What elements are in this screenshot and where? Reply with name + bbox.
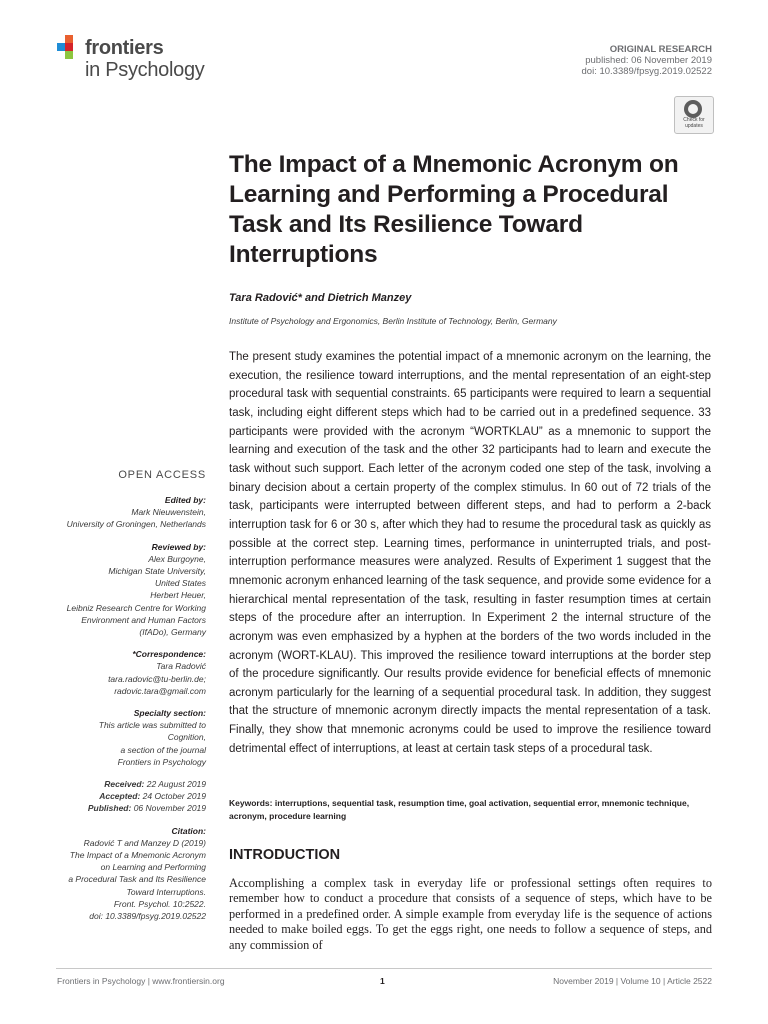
open-access-label: OPEN ACCESS bbox=[118, 469, 206, 481]
reviewer-line: (IfADo), Germany bbox=[139, 627, 206, 638]
specialty-line: a section of the journal bbox=[120, 744, 206, 755]
correspondence-label: *Correspondence: bbox=[132, 649, 206, 660]
frontiers-logo-icon bbox=[57, 35, 81, 59]
citation-line: Toward Interruptions. bbox=[126, 886, 206, 897]
footer-journal-link[interactable]: Frontiers in Psychology | www.frontiersin.org bbox=[57, 976, 225, 986]
citation-label: Citation: bbox=[171, 825, 206, 836]
footer-issue-info: November 2019 | Volume 10 | Article 2522 bbox=[553, 976, 712, 986]
correspondence-email[interactable]: radovic.tara@gmail.com bbox=[114, 685, 206, 696]
abstract-text: The present study examines the potential impact of a mnemonic acronym on the learning, the execution, the resilience toward interruptions, and the mental representation of an eight-step procedural task with sequential constraints. 65 participants were required to learn a sequential task, including eight different steps which had to be carried out in a predefined sequence. 33 participants were provided with the acronym “WORTKLAU” as a mnemonic to support the learning and execution of the task and the other 32 participants had to learn and execute the task without such support. Each letter of the acronym coded one step of the task, involving a binary decision about a certain property of the complex stimulus. In 60 out of 72 trials of the task, participants were interrupted between different steps, and had to perform a 2-back interruption task for 6 or 30 s, after which they had to resume the procedural task as quickly as possible at the correct step. Learning times, performance in uninterrupted trials, and post-interruption performance measures were analyzed. Results of Experiment 1 suggest that the mnemonic acronym enhanced learning of the task sequence, and provide some evidence for a hierarchical mental representation of the task, resulting in faster resumption times at certain steps of the procedure after an interruption. In Experiment 2 the internal structure of the acronym was even emphasized by a hyphen at the borders of the two words included in the acronym (WORT-KLAU). This improved the resilience toward interruptions at the border step of the procedure significantly. Our results provide evidence for beneficial effects of mnemonic acronym particularly for the learning of a sequential procedural task. In addition, they suggest that the structure of mnemonic acronym directly impacts the mental representation of a task. Finally, they show that mnemonic acronyms could be used to improve the resilience toward detrimental effect of interruptions, at least at certain task steps of a procedural task. bbox=[229, 351, 711, 755]
introduction-paragraph: Accomplishing a complex task in everyday life or professional settings often requires to remember how to conduct a procedure that consists of a sequence of steps, which have to be performed in a predefined order. A simple example from everyday life is the sequence of actions needed to make boiled eggs. To get the eggs right, one needs to follow a sequence of steps, and any commission of bbox=[229, 876, 712, 952]
citation-line: a Procedural Task and Its Resilience bbox=[68, 874, 206, 885]
footer-divider bbox=[56, 968, 712, 969]
correspondence-email[interactable]: tara.radovic@tu-berlin.de; bbox=[108, 673, 206, 684]
page-number: 1 bbox=[380, 976, 385, 986]
specialty-line: Frontiers in Psychology bbox=[117, 756, 206, 767]
reviewed-by-label: Reviewed by: bbox=[151, 541, 206, 552]
reviewer-line: Leibniz Research Centre for Working bbox=[66, 602, 206, 613]
check-for-updates-badge[interactable] bbox=[674, 96, 714, 134]
citation-line: Radović T and Manzey D (2019) bbox=[83, 837, 206, 848]
keywords-list: interruptions, sequential task, resumption time, goal activation, sequential error, mnemonic technique, acronym, procedure learning bbox=[229, 798, 690, 821]
reviewer-line: Alex Burgoyne, bbox=[148, 553, 206, 564]
correspondence-name: Tara Radović bbox=[156, 661, 206, 672]
article-type: ORIGINAL RESEARCH bbox=[609, 44, 712, 55]
article-meta-header bbox=[582, 44, 712, 77]
specialty-line: This article was submitted to bbox=[98, 720, 206, 731]
citation-line: The Impact of a Mnemonic Acronym bbox=[69, 850, 206, 861]
reviewer-line: Michigan State University, bbox=[108, 566, 206, 577]
editor-line: Mark Nieuwenstein, bbox=[131, 507, 206, 518]
reviewer-line: United States bbox=[154, 578, 206, 589]
editor-line: University of Groningen, Netherlands bbox=[66, 519, 206, 530]
published-date-sidebar: Published: 06 November 2019 bbox=[87, 803, 206, 814]
reviewer-line: Herbert Heuer, bbox=[150, 590, 206, 601]
keywords bbox=[229, 797, 711, 822]
specialty-section-label: Specialty section: bbox=[133, 708, 206, 719]
reviewer-line: Environment and Human Factors bbox=[81, 614, 206, 625]
citation-line: on Learning and Performing bbox=[100, 862, 206, 873]
accepted-date: Accepted: 24 October 2019 bbox=[99, 791, 206, 802]
article-authors: Tara Radović* and Dietrich Manzey bbox=[229, 292, 412, 304]
author-affiliation: Institute of Psychology and Ergonomics, Berlin Institute of Technology, Berlin, Germany bbox=[229, 316, 557, 326]
logo-brand: frontiers bbox=[85, 37, 164, 59]
keywords-label: Keywords: bbox=[229, 798, 273, 808]
article-title: The Impact of a Mnemonic Acronym on Learning and Performing a Procedural Task and Its Resilience Toward Interruptions bbox=[229, 151, 679, 268]
article-info-sidebar bbox=[40, 494, 206, 922]
specialty-line: Cognition, bbox=[167, 732, 206, 743]
check-updates-label: Check for updates bbox=[683, 117, 705, 129]
published-date: published: 06 November 2019 bbox=[585, 55, 712, 66]
received-date: Received: 22 August 2019 bbox=[104, 779, 206, 790]
check-updates-icon bbox=[684, 100, 702, 118]
section-heading-introduction: INTRODUCTION bbox=[229, 847, 341, 863]
citation-line: Front. Psychol. 10:2522. bbox=[113, 898, 206, 909]
logo-journal-name: in Psychology bbox=[85, 59, 205, 81]
journal-logo[interactable] bbox=[57, 33, 217, 83]
edited-by-label: Edited by: bbox=[164, 495, 206, 505]
citation-doi[interactable]: doi: 10.3389/fpsyg.2019.02522 bbox=[89, 911, 206, 922]
doi-link[interactable]: doi: 10.3389/fpsyg.2019.02522 bbox=[581, 66, 712, 77]
